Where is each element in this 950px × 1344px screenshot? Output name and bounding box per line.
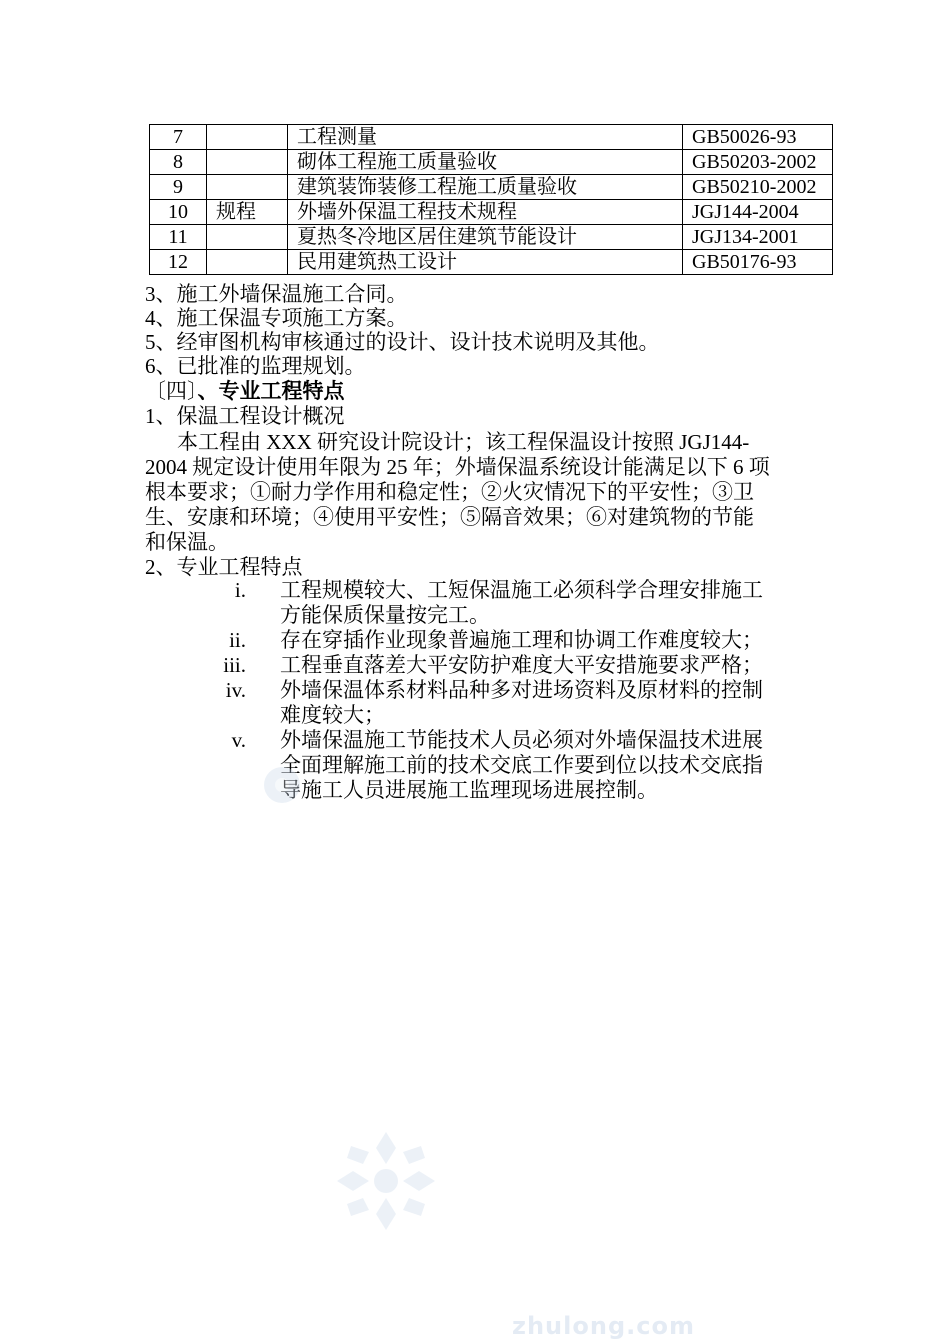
row-standard-name: 工程测量	[288, 125, 683, 150]
row-standard-name: 夏热冬冷地区居住建筑节能设计	[288, 225, 683, 250]
row-category	[207, 150, 288, 175]
section-title: 、专业工程特点	[197, 379, 345, 403]
paragraph-line: 2004 规定设计使用年限为 25 年；外墙保温系统设计能满足以下 6 项	[145, 455, 770, 479]
basis-item-3: 3、施工外墙保温施工合同。	[145, 282, 408, 306]
paragraph-line: 根本要求；①耐力学作用和稳定性；②火灾情况下的平安性；③卫	[145, 480, 754, 504]
row-standard-code: GB50176-93	[683, 250, 833, 275]
row-category	[207, 225, 288, 250]
row-category: 规程	[207, 200, 288, 225]
list-item-text: 难度较大；	[280, 703, 385, 727]
row-standard-code: JGJ134-2001	[683, 225, 833, 250]
list-item-number: v.	[231, 728, 246, 752]
row-number: 11	[150, 225, 207, 250]
row-standard-name: 外墙外保温工程技术规程	[288, 200, 683, 225]
table-row	[150, 125, 833, 150]
standards-table	[149, 124, 833, 275]
basis-item-4: 4、施工保温专项施工方案。	[145, 306, 408, 330]
list-item-text: 外墙保温体系材料品种多对进场资料及原材料的控制	[280, 678, 763, 702]
table-row	[150, 250, 833, 275]
row-standard-code: JGJ144-2004	[683, 200, 833, 225]
list-item-text: 工程规模较大、工短保温施工必须科学合理安排施工	[280, 578, 763, 602]
paragraph-line: 和保温。	[145, 530, 229, 554]
table-row	[150, 150, 833, 175]
list-item-text: 工程垂直落差大平安防护难度大平安措施要求严格；	[280, 653, 763, 677]
row-standard-name: 建筑装饰装修工程施工质量验收	[288, 175, 683, 200]
row-standard-name: 砌体工程施工质量验收	[288, 150, 683, 175]
table-row	[150, 175, 833, 200]
list-item-text: 全面理解施工前的技术交底工作要到位以技术交底指	[280, 753, 763, 777]
watermark-text: zhulong.com	[512, 1312, 695, 1340]
row-category	[207, 175, 288, 200]
list-item-number: iv.	[225, 678, 246, 702]
section-prefix: 〔四〕	[145, 379, 198, 403]
list-item-text: 导施工人员进展施工监理现场进展控制。	[280, 778, 658, 802]
row-number: 9	[150, 175, 207, 200]
row-standard-code: GB50203-2002	[683, 150, 833, 175]
subheading-features: 2、专业工程特点	[145, 555, 303, 579]
watermark-snowflake-icon	[333, 1128, 439, 1234]
row-number: 12	[150, 250, 207, 275]
row-category	[207, 250, 288, 275]
list-item-text: 外墙保温施工节能技术人员必须对外墙保温技术进展	[280, 728, 763, 752]
watermark-logo-icon	[262, 765, 302, 805]
paragraph-line: 本工程由 XXX 研究设计院设计；该工程保温设计按照 JGJ144-	[177, 430, 750, 454]
subheading-design-overview: 1、保温工程设计概况	[145, 404, 345, 428]
paragraph-line: 生、安康和环境；④使用平安性；⑤隔音效果；⑥对建筑物的节能	[145, 505, 754, 529]
list-item-number: ii.	[229, 628, 246, 652]
list-item-number: i.	[234, 578, 246, 602]
row-number: 7	[150, 125, 207, 150]
row-number: 8	[150, 150, 207, 175]
row-number: 10	[150, 200, 207, 225]
basis-item-5: 5、经审图机构审核通过的设计、设计技术说明及其他。	[145, 330, 660, 354]
section-heading	[145, 379, 345, 403]
basis-item-6: 6、已批准的监理规划。	[145, 354, 366, 378]
row-standard-name: 民用建筑热工设计	[288, 250, 683, 275]
list-item-number: iii.	[223, 653, 246, 677]
table-row	[150, 225, 833, 250]
row-standard-code: GB50210-2002	[683, 175, 833, 200]
row-standard-code: GB50026-93	[683, 125, 833, 150]
table-row	[150, 200, 833, 225]
row-category	[207, 125, 288, 150]
list-item-text: 方能保质保量按完工。	[280, 603, 490, 627]
list-item-text: 存在穿插作业现象普遍施工理和协调工作难度较大；	[280, 628, 763, 652]
